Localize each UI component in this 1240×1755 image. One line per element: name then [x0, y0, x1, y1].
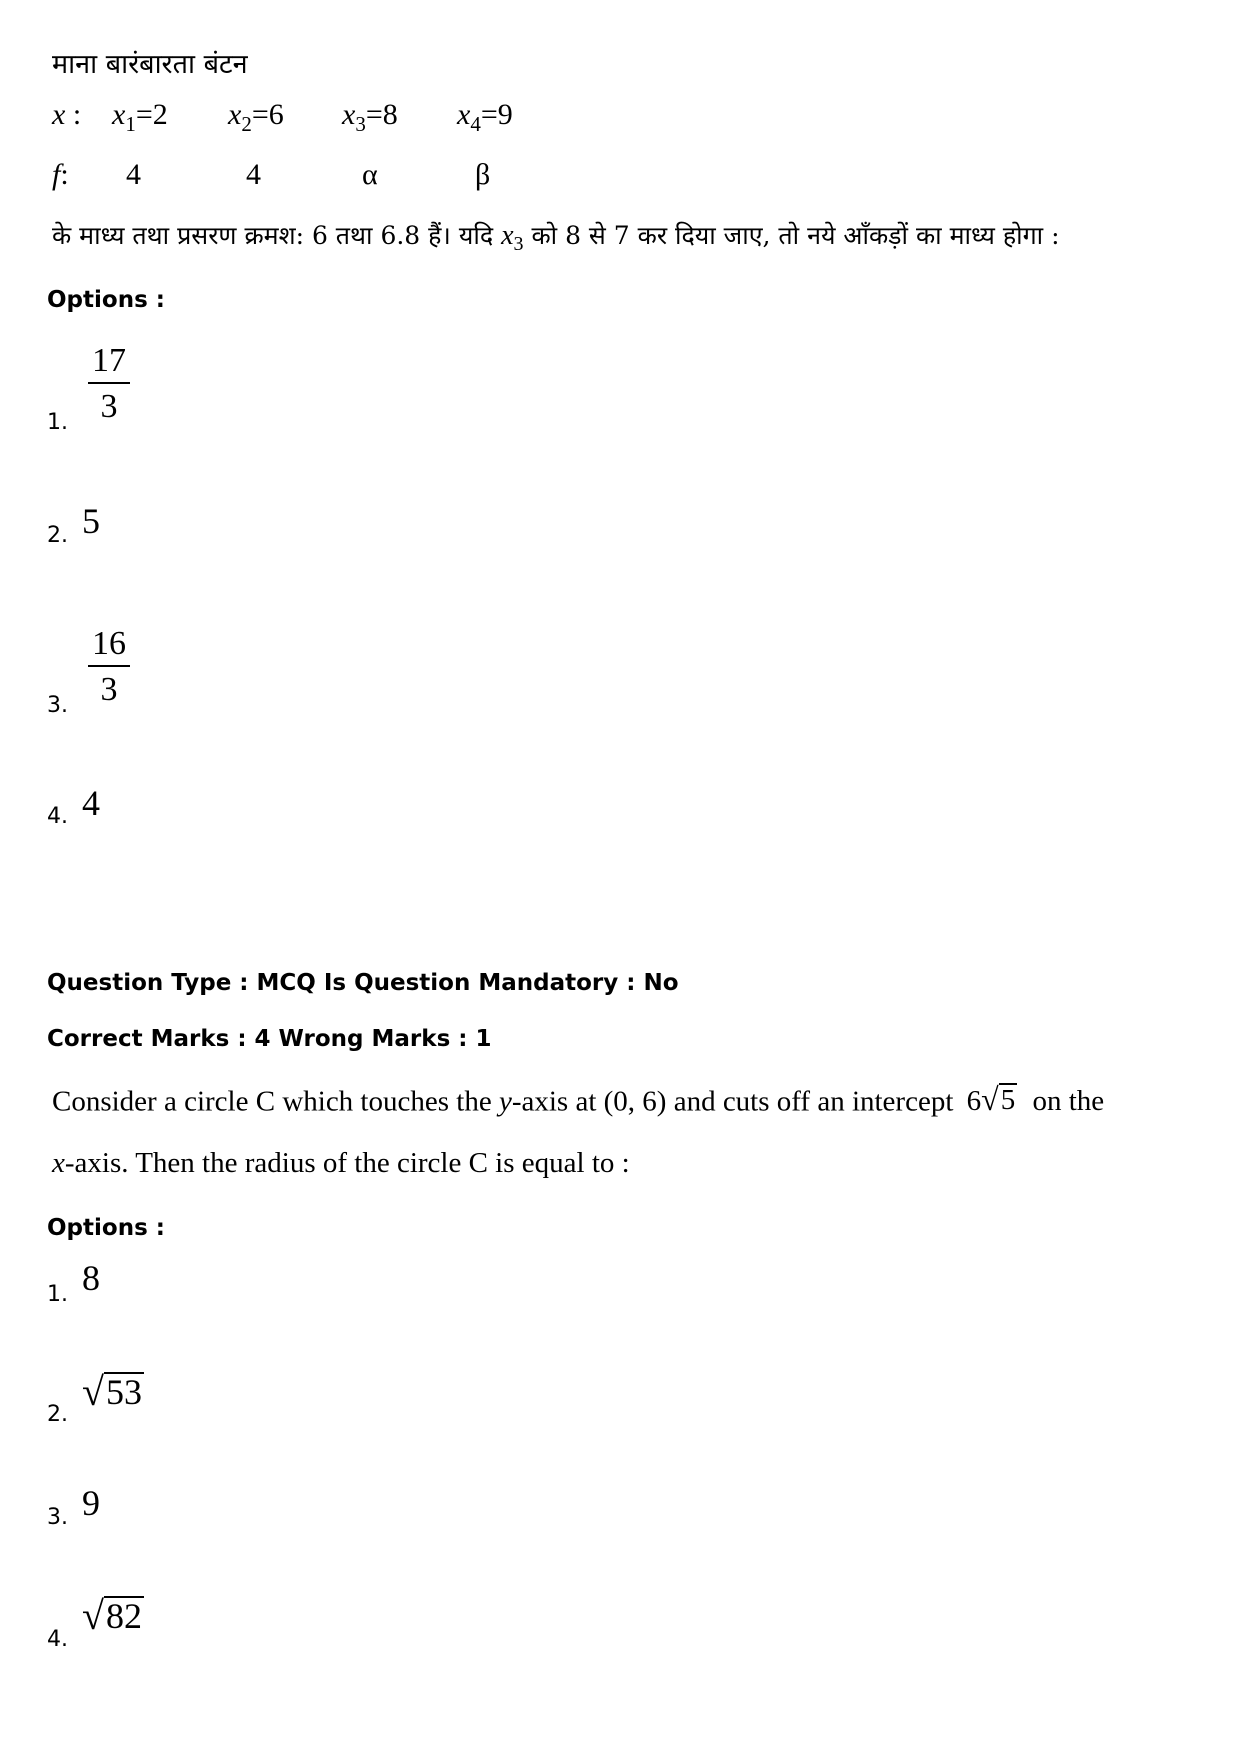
q2-text-line-1: Consider a circle C which touches the y-axis at (0, 6) and cuts off an intercept 6 √ 5 on the: [52, 1081, 1105, 1118]
q1-option-1-number: 1.: [47, 410, 68, 435]
x-row-label: x :: [52, 98, 82, 131]
f-value-4: β: [475, 158, 491, 191]
q1-intro: माना बारंबारता बंटन: [52, 49, 248, 80]
f-row-label: f:: [52, 158, 69, 191]
x-value-2: $x_2=6$: [228, 98, 284, 136]
q2-option-4-number: 4.: [47, 1627, 68, 1652]
q2-option-3-value[interactable]: 9: [82, 1483, 100, 1523]
q1-option-4-value[interactable]: 4: [82, 783, 100, 823]
q2-option-2-number: 2.: [47, 1402, 68, 1427]
q1-options-label: Options :: [47, 287, 165, 313]
q2-option-2-sqrt[interactable]: √ 53: [82, 1369, 142, 1414]
q1-statement: के माध्य तथा प्रसरण क्रमश: 6 तथा 6.8 हैं। यदि $x_3$ को 8 से 7 कर दिया जाए, तो नये आँकड़ों का माध्य होगा :: [52, 220, 1060, 255]
q2-option-1-number: 1.: [47, 1282, 68, 1307]
f-value-2: 4: [246, 158, 261, 191]
q2-option-1-value[interactable]: 8: [82, 1258, 100, 1298]
q1-option-4-number: 4.: [47, 804, 68, 829]
q1-option-2-number: 2.: [47, 523, 68, 548]
q1-option-3-fraction[interactable]: $\frac{16}{3}$: [88, 627, 130, 707]
x-value-4: $x_4=9$: [457, 98, 513, 136]
q2-marks-line: Correct Marks : 4 Wrong Marks : 1: [47, 1026, 492, 1052]
x-value-1: $x_1=2$: [112, 98, 168, 136]
f-value-1: 4: [126, 158, 141, 191]
q1-option-1-fraction[interactable]: $\frac{17}{3}$: [88, 344, 130, 424]
f-value-3: α: [362, 158, 378, 191]
q2-option-4-sqrt[interactable]: √ 82: [82, 1593, 142, 1638]
x-value-3: $x_3=8$: [342, 98, 398, 136]
q1-option-2-value[interactable]: 5: [82, 501, 100, 541]
q2-options-label: Options :: [47, 1215, 165, 1241]
q2-type-line: Question Type : MCQ Is Question Mandatory : No: [47, 970, 679, 996]
q2-text-line-2: x-axis. Then the radius of the circle C is equal to :: [52, 1147, 630, 1179]
q2-option-3-number: 3.: [47, 1505, 68, 1530]
q1-option-3-number: 3.: [47, 693, 68, 718]
